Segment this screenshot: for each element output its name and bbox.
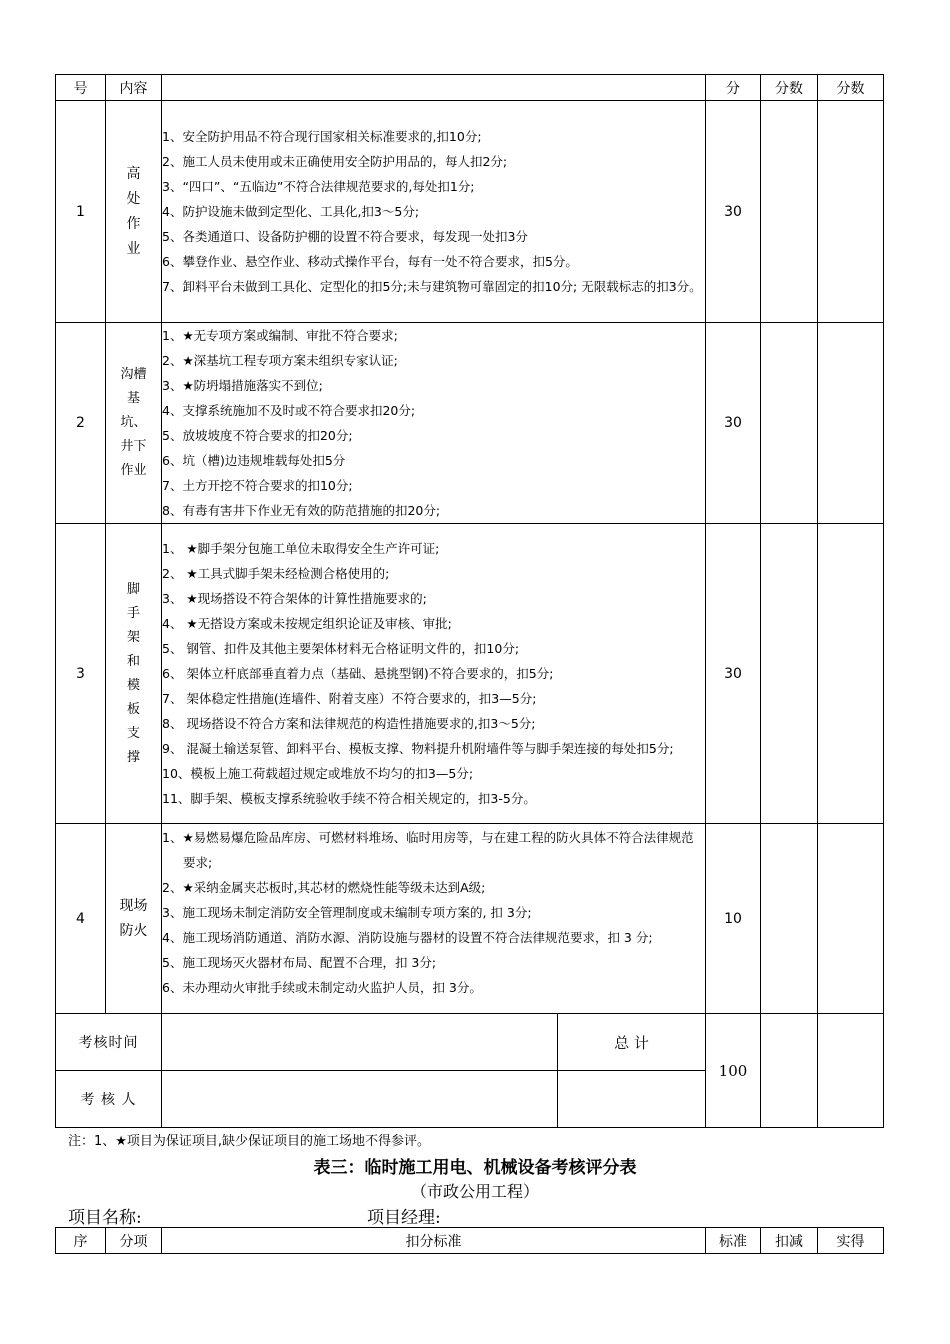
criteria-item: 1、★易燃易爆危险品库房、可燃材料堆场、临时用房等，与在建工程的防火具体不符合法律规范要求; xyxy=(162,829,694,870)
category-char: 手 xyxy=(126,605,140,621)
header-standard: 分 xyxy=(706,75,761,101)
table3-title: 表三：临时施工用电、机械设备考核评分表 xyxy=(313,1158,637,1178)
total-actual-cell[interactable] xyxy=(818,1014,884,1128)
table-row xyxy=(56,524,884,824)
actual-cell[interactable] xyxy=(818,824,884,1014)
header-content: 内容 xyxy=(106,75,162,101)
row-category xyxy=(106,824,162,1014)
row-score: 10 xyxy=(706,824,761,1014)
table3-header-row xyxy=(56,1228,884,1254)
criteria-item: 3、★防坍塌措施落实不到位; xyxy=(162,378,323,393)
category-char: 业 xyxy=(126,240,141,257)
criteria-clip xyxy=(162,825,705,1013)
row-criteria xyxy=(162,101,706,323)
row-criteria xyxy=(162,323,706,524)
total-label: 总 计 xyxy=(614,1033,649,1052)
row-score: 30 xyxy=(706,524,761,824)
total-label-cont xyxy=(558,1071,705,1127)
category-char: 防火 xyxy=(119,922,148,939)
actual-cell[interactable] xyxy=(818,524,884,824)
table3-col-item: 分项 xyxy=(106,1228,162,1254)
deduct-cell[interactable] xyxy=(761,524,818,824)
deduct-cell[interactable] xyxy=(761,323,818,524)
table3-col-standard: 标准 xyxy=(706,1228,761,1254)
criteria-item: 11、脚手架、模板支撑系统验收手续不符合相关规定的，扣3-5分。 xyxy=(162,791,536,806)
table3-col-no: 序 xyxy=(56,1228,106,1254)
header-actual: 分数 xyxy=(818,75,884,101)
category-char: 板 xyxy=(126,701,140,717)
criteria-item: 1、安全防护用品不符合现行国家相关标准要求的,扣10分; xyxy=(162,129,482,144)
row-score: 30 xyxy=(706,323,761,524)
criteria-item: 2、施工人员未使用或未正确使用安全防护用品的，每人扣2分; xyxy=(162,154,508,169)
category-char: 井下 xyxy=(120,439,147,454)
header-deduct: 分数 xyxy=(761,75,818,101)
criteria-item: 7、土方开挖不符合要求的扣10分; xyxy=(162,478,353,493)
exam-time-value[interactable] xyxy=(162,1014,558,1070)
criteria-item: 6、坑（槽)边违规堆载每处扣5分 xyxy=(162,453,346,468)
project-manager-label: 项目经理: xyxy=(367,1208,441,1228)
criteria-item: 4、防护设施未做到定型化、工具化,扣3～5分; xyxy=(162,204,420,219)
row-number: 3 xyxy=(56,524,106,824)
row-number: 1 xyxy=(56,101,106,323)
table-row xyxy=(56,824,884,1014)
criteria-item: 2、★深基坑工程专项方案未组织专家认证; xyxy=(162,353,398,368)
header-criteria xyxy=(162,75,706,101)
deduct-cell[interactable] xyxy=(761,101,818,323)
deduct-cell[interactable] xyxy=(761,824,818,1014)
criteria-item: 9、 混凝土输送泵管、卸料平台、模板支撑、物料提升机附墙件等与脚手架连接的每处扣5分; xyxy=(162,741,674,756)
actual-cell[interactable] xyxy=(818,323,884,524)
table3-col-deduct: 扣减 xyxy=(761,1228,818,1254)
table-note: 注：1、★项目为保证项目,缺少保证项目的施工场地不得参评。 xyxy=(68,1134,431,1149)
criteria-item: 6、攀登作业、悬空作业、移动式操作平台，每有一处不符合要求，扣5分。 xyxy=(162,254,578,269)
category-char: 支 xyxy=(126,725,140,741)
category-char: 现场 xyxy=(119,897,148,914)
criteria-item: 4、支撑系统施加不及时或不符合要求扣20分; xyxy=(162,403,416,418)
criteria-item: 6、未办理动火审批手续或未制定动火监护人员，扣 3分。 xyxy=(162,979,482,995)
criteria-item: 2、★采纳金属夹芯板时,其芯材的燃烧性能等级未达到A级; xyxy=(162,879,486,895)
row-criteria xyxy=(162,524,706,824)
row-criteria xyxy=(162,824,706,1014)
row-category xyxy=(106,524,162,824)
criteria-item: 5、各类通道口、设备防护棚的设置不符合要求，每发现一处扣3分 xyxy=(162,229,528,244)
category-char: 作业 xyxy=(120,463,147,478)
header-no: 号 xyxy=(56,75,106,101)
criteria-item: 5、 钢管、扣件及其他主要架体材料无合格证明文件的，扣10分; xyxy=(162,641,520,656)
category-char: 处 xyxy=(126,190,141,207)
criteria-item: 3、施工现场未制定消防安全管理制度或未编制专项方案的, 扣 3分; xyxy=(162,904,532,920)
table-header-row xyxy=(56,75,884,101)
criteria-item: 5、放坡坡度不符合要求的扣20分; xyxy=(162,428,353,443)
criteria-item: 8、 现场搭设不符合方案和法律规范的构造性措施要求的,扣3～5分; xyxy=(162,716,536,731)
total-value: 100 xyxy=(706,1014,761,1128)
category-char: 作 xyxy=(126,215,141,232)
criteria-item: 6、 架体立杆底部垂直着力点（基础、悬挑型钢)不符合要求的，扣5分; xyxy=(162,666,554,681)
category-char: 高 xyxy=(126,165,141,182)
category-char: 和 xyxy=(126,653,140,669)
table3-col-actual: 实得 xyxy=(818,1228,884,1254)
exam-time-row xyxy=(56,1014,884,1071)
criteria-item: 3、 ★现场搭设不符合架体的计算性措施要求的; xyxy=(162,591,427,606)
criteria-item: 2、 ★工具式脚手架未经检测合格使用的; xyxy=(162,566,390,581)
row-score: 30 xyxy=(706,101,761,323)
criteria-item: 4、施工现场消防通道、消防水源、消防设施与器材的设置不符合法律规范要求，扣 3 分; xyxy=(162,929,653,945)
table-row xyxy=(56,101,884,323)
table3-col-criteria: 扣分标准 xyxy=(162,1228,706,1254)
criteria-item: 4、 ★无搭设方案或未按规定组织论证及审核、审批; xyxy=(162,616,452,631)
criteria-item: 10、模板上施工荷载超过规定或堆放不均匀的扣3—5分; xyxy=(162,766,474,781)
criteria-item: 5、施工现场灭火器材布局、配置不合理，扣 3分; xyxy=(162,954,437,970)
table-row xyxy=(56,323,884,524)
category-char: 架 xyxy=(126,629,140,645)
category-char: 坑、 xyxy=(120,415,147,430)
exam-time-label: 考核时间 xyxy=(56,1014,162,1071)
exam-time-split xyxy=(162,1014,706,1071)
safety-score-table xyxy=(55,74,884,1128)
category-char: 基 xyxy=(126,391,140,406)
criteria-item: 8、有毒有害井下作业无有效的防范措施的扣20分; xyxy=(162,503,441,518)
examiner-label: 考 核 人 xyxy=(56,1071,162,1128)
table3-subtitle: （市政公用工程） xyxy=(410,1182,539,1201)
examiner-split xyxy=(162,1071,706,1128)
criteria-item: 7、卸料平台未做到工具化、定型化的扣5分;未与建筑物可靠固定的扣10分; 无限载标志的扣3分。 xyxy=(162,279,702,294)
criteria-item: 1、★无专项方案或编制、审批不符合要求; xyxy=(162,328,398,343)
criteria-item: 1、 ★脚手架分包施工单位未取得安全生产许可证; xyxy=(162,541,440,556)
row-number: 4 xyxy=(56,824,106,1014)
examiner-value[interactable] xyxy=(162,1071,558,1127)
row-number: 2 xyxy=(56,323,106,524)
category-char: 脚 xyxy=(126,581,140,597)
total-deduct-cell[interactable] xyxy=(761,1014,818,1128)
category-char: 沟槽 xyxy=(120,367,147,382)
row-category xyxy=(106,101,162,323)
actual-cell[interactable] xyxy=(818,101,884,323)
category-char: 模 xyxy=(126,677,140,693)
category-char: 撑 xyxy=(126,749,140,765)
project-name-label: 项目名称: xyxy=(68,1208,142,1228)
table3-header xyxy=(55,1227,884,1254)
row-category xyxy=(106,323,162,524)
criteria-item: 3、“四口”、“五临边”不符合法律规范要求的,每处扣1分; xyxy=(162,179,475,194)
criteria-item: 7、 架体稳定性措施(连墙件、附着支座）不符合要求的，扣3—5分; xyxy=(162,691,537,706)
